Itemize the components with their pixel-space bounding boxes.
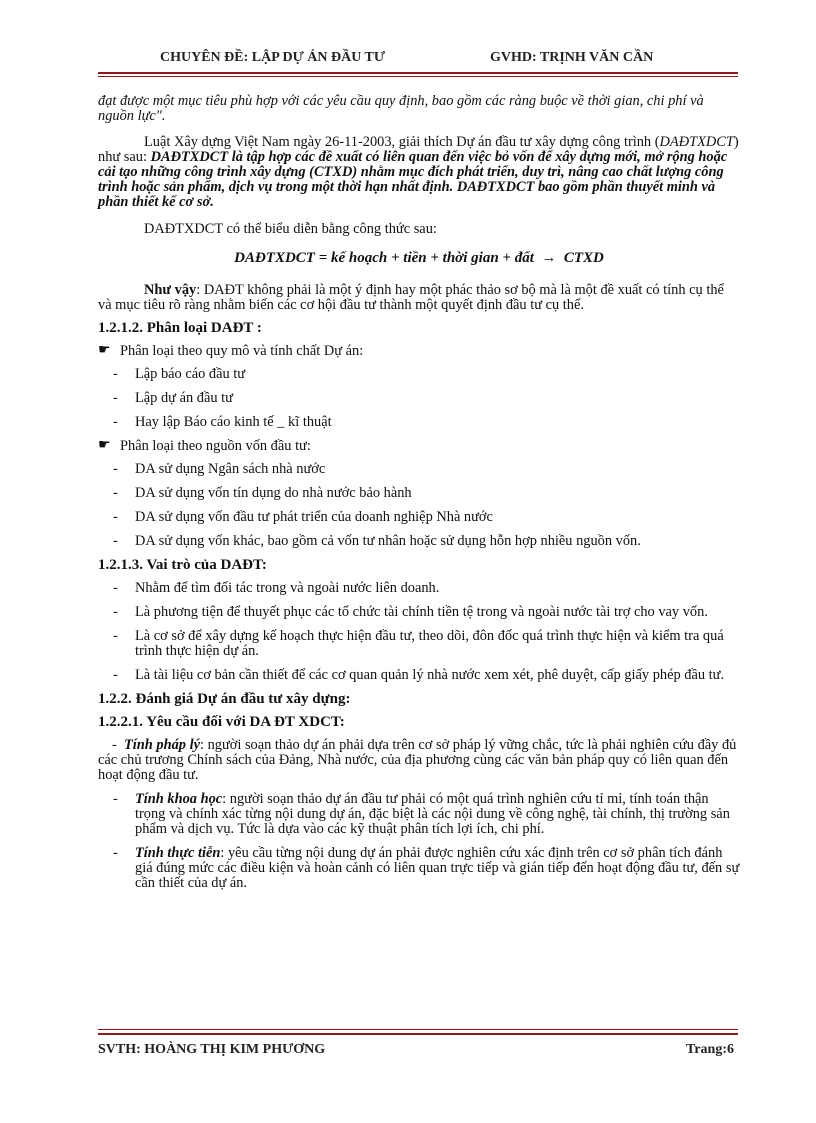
list-item: - Tính pháp lý: người soạn thảo dự án phải dựa trên cơ sở pháp lý vững chắc, tức là phải nghiên cứu đầy đủ các chủ trương Chính sách của Đảng, Nhà nước, của địa phương cùng các văn bản pháp quy có liên quan đến hoạt động đầu tư. <box>98 737 737 783</box>
page-header <box>98 50 738 68</box>
list-item: - Hay lập Báo cáo kinh tế _ kĩ thuật <box>113 414 332 430</box>
list-item: - Là cơ sở để xây dựng kế hoạch thực hiện đầu tư, theo dõi, đôn đốc quá trình thực hiện và kiểm tra quá trình thực hiện dự án. <box>113 628 724 659</box>
intro-paragraph-1: đạt được một mục tiêu phù hợp với các yêu cầu quy định, bao gồm các ràng buộc về thời gian, chi phí và nguồn lực". <box>98 93 704 124</box>
header-rule-thin <box>98 76 738 77</box>
list-item: - Là tài liệu cơ bản cần thiết để các cơ quan quản lý nhà nước xem xét, phê duyệt, cấp giấy phép đầu tư. <box>113 667 725 683</box>
list-item: - Nhằm để tìm đối tác trong và ngoài nước liên doanh. <box>113 580 440 596</box>
pointing-hand-icon: ☛ <box>98 438 111 453</box>
scale-list <box>98 367 740 430</box>
classification-heading-funding: ☛ Phân loại theo nguồn vốn đầu tư: <box>98 438 311 454</box>
intro-paragraph-3: DAĐTXDCT có thể biểu diễn bằng công thức sau: <box>144 221 437 237</box>
list-item: - DA sử dụng vốn tín dụng do nhà nước bảo hành <box>113 485 412 501</box>
list-item: - Lập báo cáo đầu tư <box>113 366 246 382</box>
page-number: Trang:6 <box>686 1042 734 1057</box>
footer-rule <box>98 1033 738 1035</box>
section-title-122: 1.2.2. Đánh giá Dự án đầu tư xây dựng: <box>98 691 351 707</box>
arrow-right-icon: → <box>541 250 557 266</box>
header-topic: CHUYÊN ĐỀ: LẬP DỰ ÁN ĐẦU TƯ <box>160 50 386 65</box>
header-rule <box>98 72 738 74</box>
header-supervisor: GVHD: TRỊNH VĂN CẦN <box>490 50 654 65</box>
document-body <box>98 94 740 900</box>
page-footer <box>98 1042 738 1058</box>
intro-paragraph-2: Luật Xây dựng Việt Nam ngày 26-11-2003, giải thích Dự án đầu tư xây dựng công trình (DAĐTXDCT) như sau: DAĐTXDCT là tập hợp các đề xuất có liên quan đến việc bỏ vốn để xây dựng mới, mở rộng hoặc cải tạo những công trình xây dựng (CTXD) nhằm mục đích phát triển, duy trì, nâng cao chất lượng công trình hoặc sản phẩm, dịch vụ trong một thời hạn nhất định. DAĐTXDCT bao gồm phần thuyết minh và phần thiết kế cơ sở. <box>98 134 739 210</box>
pointing-hand-icon: ☛ <box>98 343 111 358</box>
section-title-1213: 1.2.1.3. Vai trò của DAĐT: <box>98 557 267 573</box>
list-item: - Tính khoa học: người soạn thảo dự án đầu tư phải có một quá trình nghiên cứu tỉ mỉ, tính toán thận trọng và chính xác từng nội dung dự án, đặc biệt là các nội dung về công nghệ, tài chính, thị trường sản phẩm và dịch vụ. Tức là dựa vào các kỹ thuật phân tích lợi ích, chi phí. <box>113 791 730 837</box>
footer-rule-thin <box>98 1029 738 1030</box>
section-title-1212: 1.2.1.2. Phân loại DAĐT : <box>98 320 262 336</box>
section-title-1221: 1.2.2.1. Yêu cầu đối với DA ĐT XDCT: <box>98 714 345 730</box>
formula: DAĐTXDCT = kế hoạch + tiền + thời gian + đất → CTXD <box>234 250 604 266</box>
footer-student: SVTH: HOÀNG THỊ KIM PHƯƠNG <box>98 1042 326 1057</box>
intro-paragraph-4: Như vậy: DAĐT không phải là một ý định hay một phác thảo sơ bộ mà là một đề xuất có tính cụ thể và mục tiêu rõ ràng nhằm biến các cơ hội đầu tư thành một quyết định đầu tư cụ thể. <box>98 282 724 313</box>
list-item: - DA sử dụng Ngân sách nhà nước <box>113 461 326 477</box>
requirement-list <box>98 738 740 891</box>
classification-heading-scale: ☛ Phân loại theo quy mô và tính chất Dự án: <box>98 343 364 359</box>
funding-list <box>98 462 740 549</box>
list-item: - DA sử dụng vốn đầu tư phát triển của doanh nghiệp Nhà nước <box>113 509 493 525</box>
list-item: - DA sử dụng vốn khác, bao gồm cả vốn tư nhân hoặc sử dụng hỗn hợp nhiều nguồn vốn. <box>113 533 641 549</box>
list-item: - Tính thực tiễn: yêu cầu từng nội dung dự án phải được nghiên cứu xác định trên cơ sở phân tích đánh giá đúng mức các điều kiện và hoàn cảnh có liên quan trực tiếp và gián tiếp đến hoạt động đầu tư, đến sự cần thiết của dự án. <box>113 845 740 891</box>
list-item: - Lập dự án đầu tư <box>113 390 233 406</box>
role-list <box>98 581 740 683</box>
list-item: - Là phương tiện để thuyết phục các tổ chức tài chính tiền tệ trong và ngoài nước tài trợ cho vay vốn. <box>113 604 708 620</box>
